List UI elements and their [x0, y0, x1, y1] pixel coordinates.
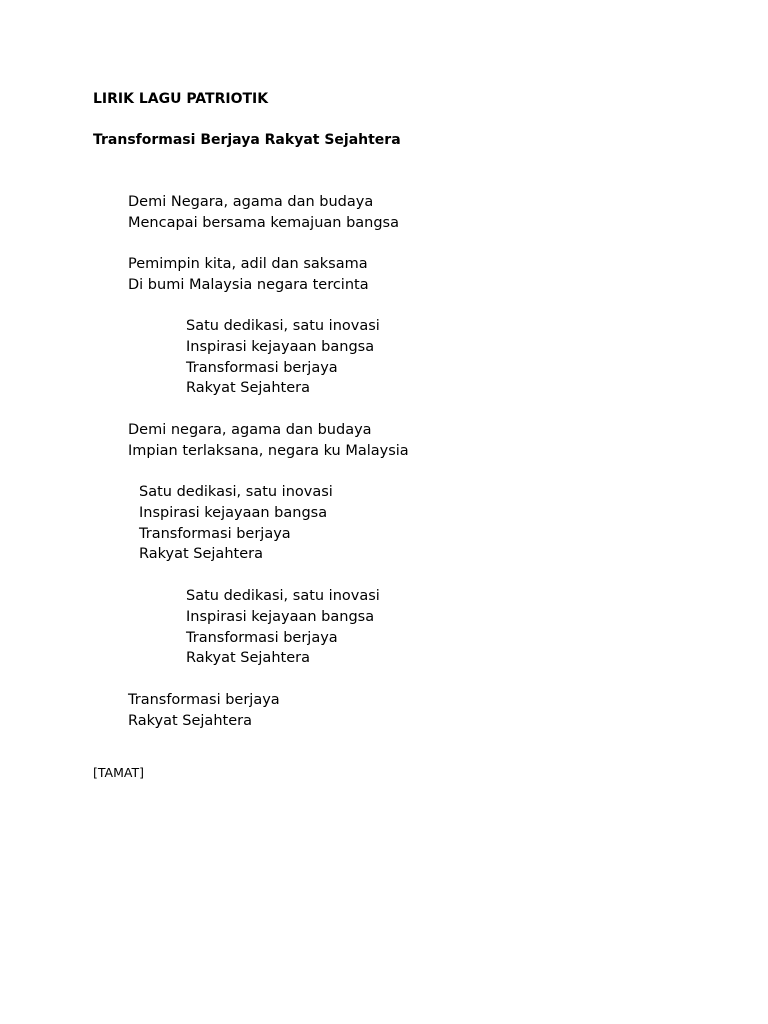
lyric-line: Rakyat Sejahtera — [186, 650, 310, 667]
stanza-4 — [128, 420, 409, 462]
lyric-line: Inspirasi kejayaan bangsa — [139, 504, 328, 521]
stanza-6-chorus — [186, 586, 380, 669]
lyric-line: Demi Negara, agama dan budaya — [128, 194, 374, 210]
lyric-line: Pemimpin kita, adil dan saksama — [128, 256, 368, 272]
lyric-line: Inspirasi kejayaan bangsa — [186, 338, 375, 355]
stanza-2 — [128, 254, 369, 296]
lyric-line: Transformasi berjaya — [128, 692, 280, 708]
lyric-line: Mencapai bersama kemajuan bangsa — [128, 214, 399, 231]
stanza-3-chorus — [186, 316, 380, 399]
lyric-line: Satu dedikasi, satu inovasi — [186, 588, 380, 604]
stanza-7-outro — [128, 690, 280, 732]
lyric-line: Transformasi berjaya — [186, 629, 338, 646]
lyric-line: Transformasi berjaya — [139, 525, 291, 542]
stanza-5-chorus — [139, 482, 333, 565]
lyric-line: Impian terlaksana, negara ku Malaysia — [128, 442, 409, 459]
lyric-line: Rakyat Sejahtera — [186, 380, 310, 397]
lyric-line: Rakyat Sejahtera — [128, 712, 252, 729]
lyric-line: Satu dedikasi, satu inovasi — [139, 484, 333, 500]
lyric-line: Rakyat Sejahtera — [139, 546, 263, 563]
lyric-line: Demi negara, agama dan budaya — [128, 422, 372, 438]
song-title: Transformasi Berjaya Rakyat Sejahtera — [93, 132, 401, 148]
lyric-line: Inspirasi kejayaan bangsa — [186, 608, 375, 625]
lyric-line: Di bumi Malaysia negara tercinta — [128, 276, 369, 293]
stanza-1 — [128, 192, 399, 234]
lyric-line: Satu dedikasi, satu inovasi — [186, 318, 380, 334]
document-title: LIRIK LAGU PATRIOTIK — [93, 91, 269, 107]
lyric-line: Transformasi berjaya — [186, 359, 338, 376]
ending-marker: [TAMAT] — [93, 765, 144, 780]
